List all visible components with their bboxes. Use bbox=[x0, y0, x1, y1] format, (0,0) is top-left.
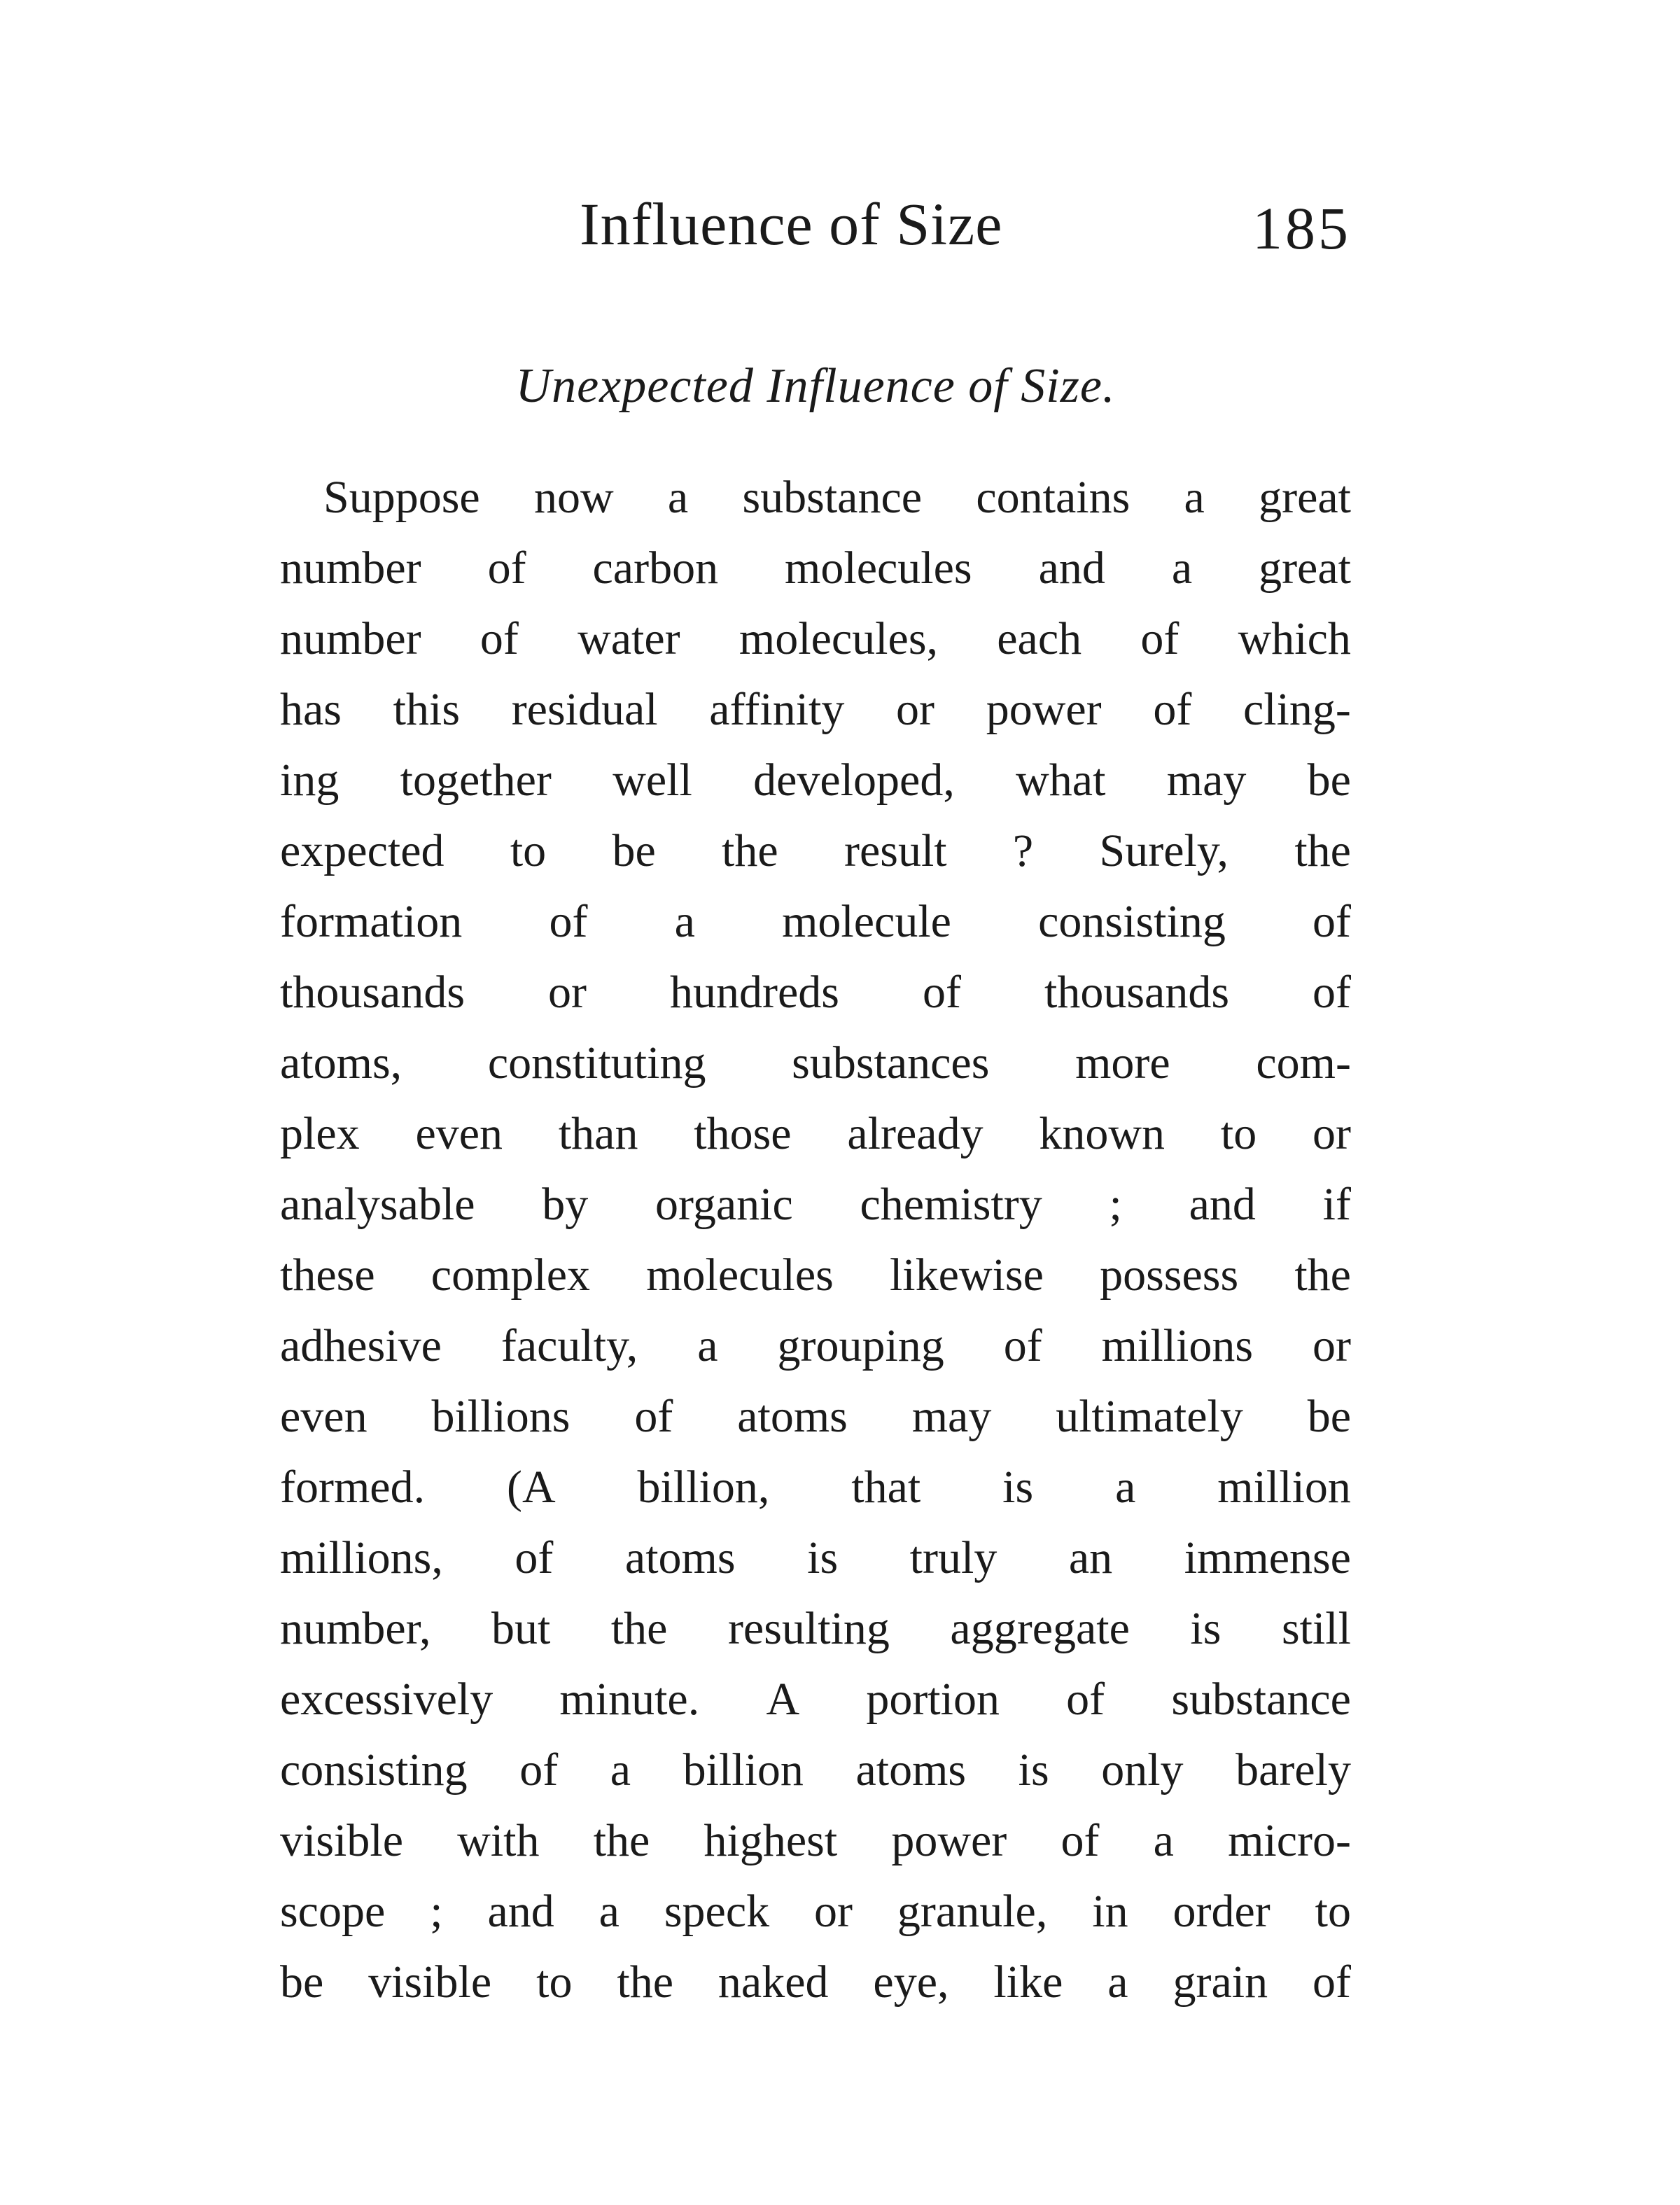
word: micro- bbox=[1228, 1815, 1351, 1866]
text-line bbox=[280, 603, 1351, 674]
word: of bbox=[923, 967, 961, 1018]
word: of bbox=[634, 1391, 673, 1442]
word: likewise bbox=[889, 1250, 1044, 1301]
word: resulting bbox=[727, 1603, 890, 1654]
word: atoms bbox=[737, 1391, 848, 1442]
text-line bbox=[280, 1240, 1351, 1310]
word: be bbox=[612, 825, 656, 876]
word: visible bbox=[368, 1956, 492, 2008]
word: to bbox=[1220, 1108, 1257, 1159]
word: what bbox=[1016, 755, 1106, 806]
word: if bbox=[1322, 1179, 1351, 1230]
word: already bbox=[847, 1108, 983, 1159]
word: contains bbox=[976, 472, 1130, 523]
word: formed. bbox=[280, 1462, 426, 1513]
word: molecules bbox=[646, 1250, 834, 1301]
word: ultimately bbox=[1056, 1391, 1243, 1442]
word: to bbox=[1315, 1886, 1351, 1937]
word: chemistry bbox=[860, 1179, 1042, 1230]
text-line bbox=[280, 886, 1351, 957]
word: a bbox=[610, 1744, 631, 1795]
text-line bbox=[280, 816, 1351, 886]
word: to bbox=[510, 825, 547, 876]
word: each bbox=[997, 613, 1082, 664]
word: eye, bbox=[873, 1956, 949, 2008]
text-line bbox=[280, 1169, 1351, 1240]
word: atoms, bbox=[280, 1037, 402, 1088]
word: is bbox=[1002, 1462, 1034, 1513]
word: which bbox=[1238, 613, 1351, 664]
word: the bbox=[593, 1815, 650, 1866]
word: constituting bbox=[487, 1037, 706, 1088]
word: now bbox=[533, 472, 614, 523]
word: naked bbox=[718, 1956, 829, 2008]
word: Surely, bbox=[1099, 825, 1229, 876]
word: substance bbox=[1171, 1674, 1351, 1725]
text-line bbox=[280, 1098, 1351, 1169]
word: com- bbox=[1256, 1037, 1351, 1088]
section-heading: Unexpected Influence of Size. bbox=[515, 359, 1116, 413]
word: barely bbox=[1236, 1744, 1351, 1795]
word: result bbox=[844, 825, 947, 876]
word: power bbox=[891, 1815, 1007, 1866]
word: of bbox=[479, 613, 519, 664]
word: grain bbox=[1172, 1956, 1268, 2008]
word: is bbox=[1190, 1603, 1222, 1654]
word: granule, bbox=[897, 1886, 1048, 1937]
running-head bbox=[280, 189, 1351, 266]
word: may bbox=[1166, 755, 1247, 806]
word: be bbox=[280, 1956, 324, 2008]
word: of bbox=[1312, 896, 1351, 947]
word: hundreds bbox=[670, 967, 839, 1018]
word: cling- bbox=[1242, 684, 1351, 735]
text-line bbox=[280, 1522, 1351, 1593]
word: a bbox=[598, 1886, 620, 1937]
word: may bbox=[911, 1391, 992, 1442]
word: of bbox=[519, 1744, 559, 1795]
word: billion bbox=[682, 1744, 804, 1795]
word: molecules bbox=[785, 542, 972, 594]
word: faculty, bbox=[500, 1320, 638, 1371]
word: consisting bbox=[1038, 896, 1226, 947]
word: a bbox=[1171, 542, 1193, 594]
word: analysable bbox=[280, 1179, 475, 1230]
word: atoms bbox=[855, 1744, 967, 1795]
word: aggregate bbox=[950, 1603, 1130, 1654]
word: be bbox=[1307, 755, 1351, 806]
word: of bbox=[1140, 613, 1180, 664]
word: an bbox=[1068, 1532, 1113, 1583]
word: millions bbox=[1101, 1320, 1254, 1371]
word: speck bbox=[664, 1886, 770, 1937]
word: immense bbox=[1184, 1532, 1351, 1583]
text-line bbox=[280, 1452, 1351, 1522]
word: million bbox=[1217, 1462, 1351, 1513]
word: possess bbox=[1100, 1250, 1239, 1301]
text-line bbox=[280, 1593, 1351, 1664]
word: is bbox=[807, 1532, 839, 1583]
word: only bbox=[1101, 1744, 1184, 1795]
word: but bbox=[491, 1603, 551, 1654]
word: residual bbox=[511, 684, 658, 735]
word: plex bbox=[280, 1108, 360, 1159]
word: adhesive bbox=[280, 1320, 442, 1371]
text-line bbox=[280, 957, 1351, 1028]
word: billion, bbox=[637, 1462, 770, 1513]
word: or bbox=[1312, 1108, 1351, 1159]
word: of bbox=[1312, 1956, 1351, 2008]
word: a bbox=[1115, 1462, 1136, 1513]
running-title: Influence of Size bbox=[580, 190, 1003, 258]
text-line bbox=[280, 1735, 1351, 1805]
word: atoms bbox=[624, 1532, 736, 1583]
word: great bbox=[1259, 542, 1351, 594]
word: minute. bbox=[559, 1674, 700, 1725]
word: a bbox=[697, 1320, 718, 1371]
word: of bbox=[1003, 1320, 1042, 1371]
word: or bbox=[548, 967, 587, 1018]
word: or bbox=[1312, 1320, 1351, 1371]
word: highest bbox=[704, 1815, 838, 1866]
word: visible bbox=[280, 1815, 403, 1866]
page-number: 185 bbox=[1252, 195, 1351, 262]
word: that bbox=[851, 1462, 921, 1513]
word: than bbox=[558, 1108, 638, 1159]
text-line bbox=[280, 1805, 1351, 1876]
word: thousands bbox=[280, 967, 465, 1018]
word: expected bbox=[280, 825, 444, 876]
word: of bbox=[487, 542, 526, 594]
word: of bbox=[1060, 1815, 1100, 1866]
word: a bbox=[674, 896, 695, 947]
word: thousands bbox=[1044, 967, 1229, 1018]
word: billions bbox=[431, 1391, 570, 1442]
word: number bbox=[280, 542, 421, 594]
word: of bbox=[514, 1532, 554, 1583]
word: substance bbox=[742, 472, 923, 523]
word: power bbox=[986, 684, 1102, 735]
word: be bbox=[1307, 1391, 1351, 1442]
body-text bbox=[280, 462, 1351, 2017]
word: substances bbox=[792, 1037, 990, 1088]
word: a bbox=[667, 472, 689, 523]
text-line bbox=[280, 1381, 1351, 1452]
word: like bbox=[993, 1956, 1063, 2008]
word: by bbox=[542, 1179, 589, 1230]
word: carbon bbox=[592, 542, 719, 594]
word: ? bbox=[1012, 825, 1034, 876]
word: affinity bbox=[709, 684, 845, 735]
word: more bbox=[1075, 1037, 1170, 1088]
word: together bbox=[400, 755, 552, 806]
text-line bbox=[280, 1310, 1351, 1381]
word: the bbox=[722, 825, 778, 876]
word: or bbox=[896, 684, 935, 735]
word: is bbox=[1018, 1744, 1049, 1795]
word: well bbox=[612, 755, 692, 806]
word: of bbox=[1312, 967, 1351, 1018]
word: the bbox=[610, 1603, 668, 1654]
word: organic bbox=[655, 1179, 793, 1230]
word: consisting bbox=[280, 1744, 468, 1795]
word: and bbox=[487, 1886, 554, 1937]
word: a bbox=[1153, 1815, 1174, 1866]
word: or bbox=[814, 1886, 853, 1937]
word: number, bbox=[280, 1603, 431, 1654]
text-line bbox=[280, 462, 1351, 533]
word: molecule bbox=[782, 896, 951, 947]
word: ing bbox=[280, 755, 340, 806]
word: A bbox=[766, 1674, 800, 1725]
word: the bbox=[1294, 1250, 1351, 1301]
word: the bbox=[1294, 825, 1351, 876]
text-line bbox=[280, 1028, 1351, 1098]
word: known bbox=[1039, 1108, 1166, 1159]
text-line bbox=[280, 533, 1351, 603]
word: ; bbox=[430, 1886, 443, 1937]
text-line bbox=[280, 1947, 1351, 2017]
word: Suppose bbox=[323, 472, 480, 523]
word: and bbox=[1038, 542, 1105, 594]
word: number bbox=[280, 613, 421, 664]
word: a bbox=[1184, 472, 1205, 523]
text-line bbox=[280, 1664, 1351, 1735]
word: (A bbox=[506, 1462, 556, 1513]
word: truly bbox=[909, 1532, 997, 1583]
word: order bbox=[1172, 1886, 1270, 1937]
word: millions, bbox=[280, 1532, 443, 1583]
word: these bbox=[280, 1250, 375, 1301]
text-line bbox=[280, 674, 1351, 745]
word: of bbox=[1153, 684, 1192, 735]
word: even bbox=[280, 1391, 368, 1442]
word: grouping bbox=[777, 1320, 944, 1371]
word: of bbox=[1066, 1674, 1105, 1725]
word: portion bbox=[866, 1674, 1000, 1725]
word: complex bbox=[430, 1250, 591, 1301]
word: this bbox=[393, 684, 461, 735]
text-line bbox=[280, 745, 1351, 816]
word: of bbox=[549, 896, 588, 947]
word: formation bbox=[280, 896, 463, 947]
word: and bbox=[1189, 1179, 1256, 1230]
word: still bbox=[1281, 1603, 1351, 1654]
word: the bbox=[617, 1956, 673, 2008]
word: excessively bbox=[280, 1674, 493, 1725]
word: in bbox=[1092, 1886, 1128, 1937]
word: even bbox=[415, 1108, 503, 1159]
word: molecules, bbox=[738, 613, 938, 664]
word: water bbox=[578, 613, 680, 664]
word: with bbox=[457, 1815, 540, 1866]
word: scope bbox=[280, 1886, 386, 1937]
word: to bbox=[536, 1956, 573, 2008]
word: has bbox=[280, 684, 342, 735]
text-line bbox=[280, 1876, 1351, 1947]
word: a bbox=[1107, 1956, 1128, 2008]
word: great bbox=[1259, 472, 1351, 523]
word: ; bbox=[1109, 1179, 1122, 1230]
word: developed, bbox=[753, 755, 955, 806]
word: those bbox=[694, 1108, 792, 1159]
